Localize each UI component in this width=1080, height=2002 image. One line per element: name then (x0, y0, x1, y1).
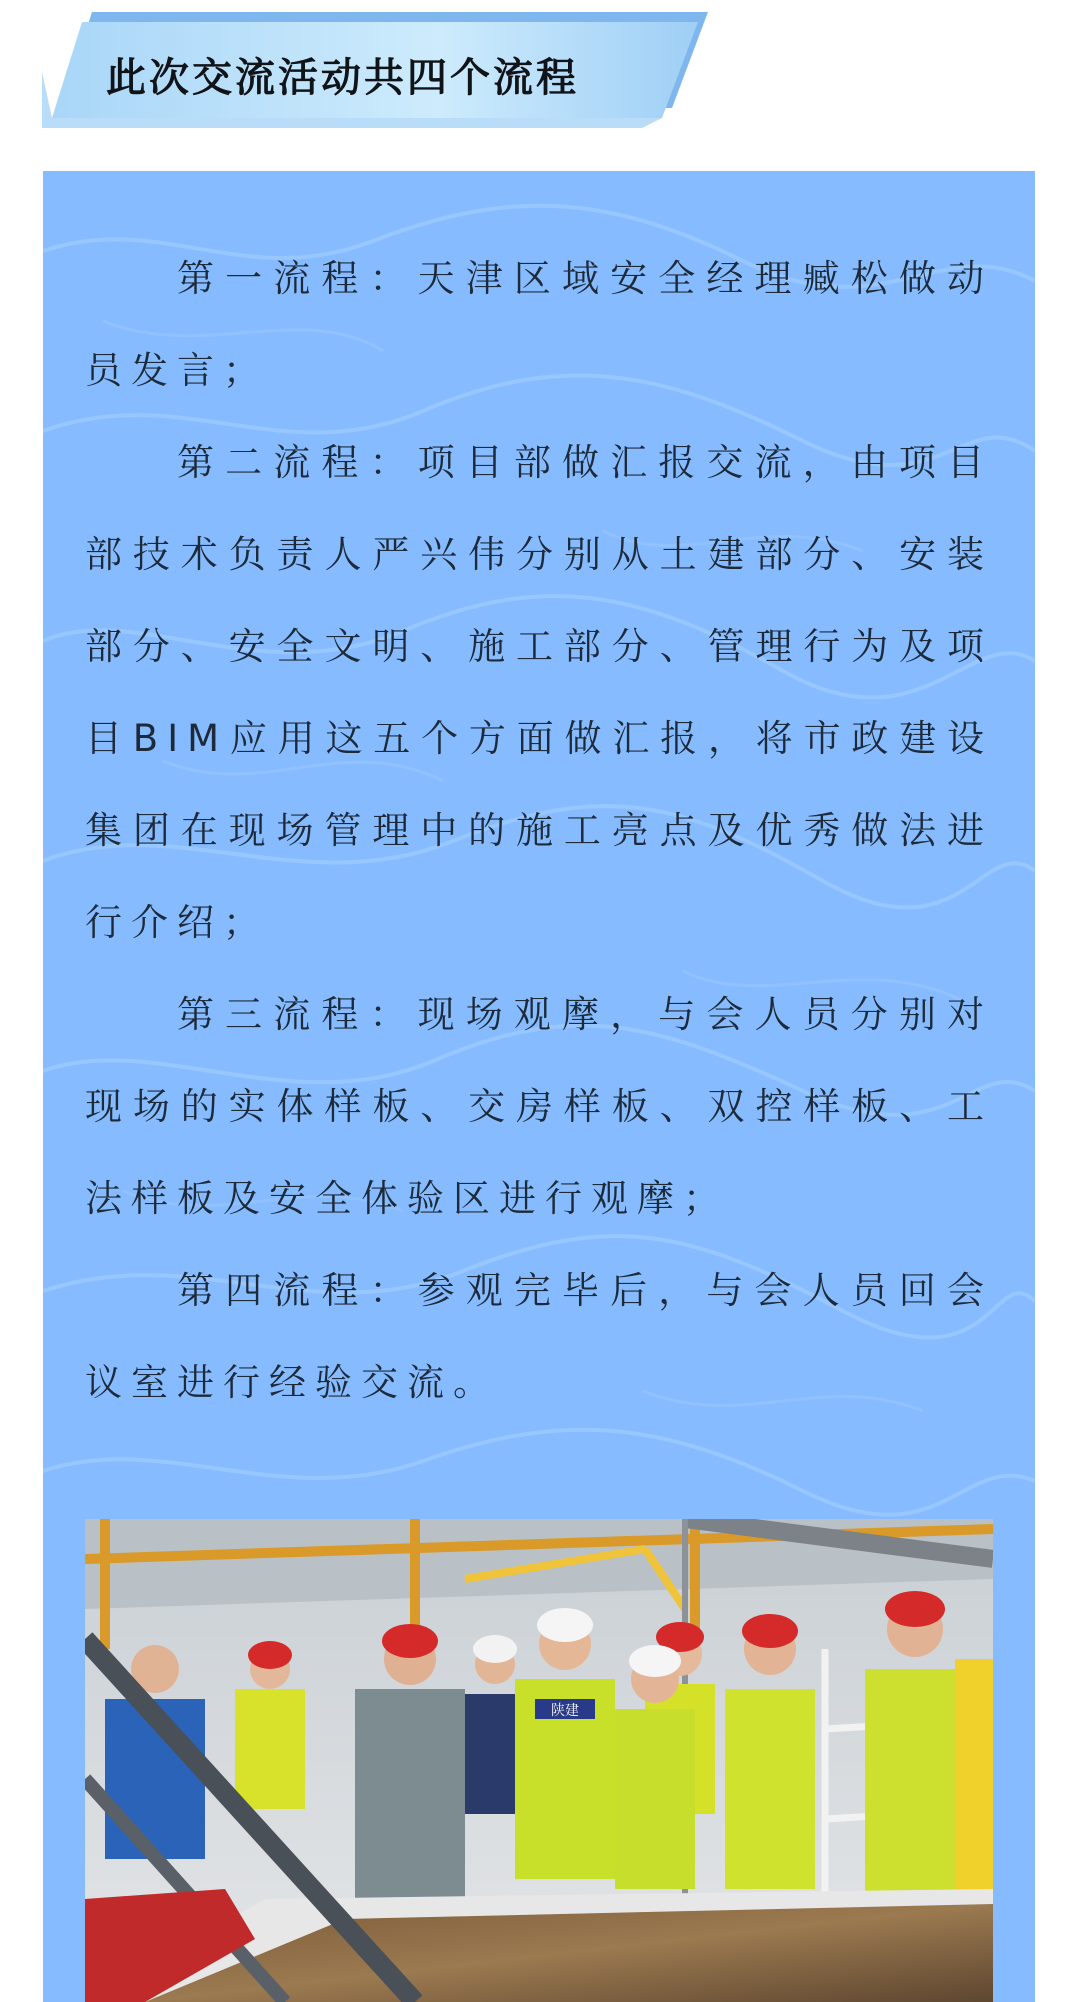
paragraph-step-1: 第一流程：天津区域安全经理臧松做动员发言； (85, 257, 993, 392)
section-title-banner (42, 12, 708, 128)
paragraph-step-2: 第二流程：项目部做汇报交流，由项目部技术负责人严兴伟分别从土建部分、安装部分、安全文明、施工部分、管理行为及项目BIM应用这五个方面做汇报，将市政建设集团在现场管理中的施工亮点及优秀做法进行介绍； (85, 441, 993, 944)
page-title: 此次交流活动共四个流程 (106, 55, 579, 101)
article-text (85, 233, 993, 1429)
site-visit-photo (85, 1519, 993, 2002)
vest-label: 陕建 (551, 1702, 579, 1718)
paragraph-step-3: 第三流程：现场观摩，与会人员分别对现场的实体样板、交房样板、双控样板、工法样板及安全体验区进行观摩； (85, 993, 993, 1220)
content-panel (43, 171, 1035, 2002)
site-photo-illustration (85, 1519, 993, 2002)
paragraph-step-4: 第四流程：参观完毕后，与会人员回会议室进行经验交流。 (85, 1269, 993, 1404)
